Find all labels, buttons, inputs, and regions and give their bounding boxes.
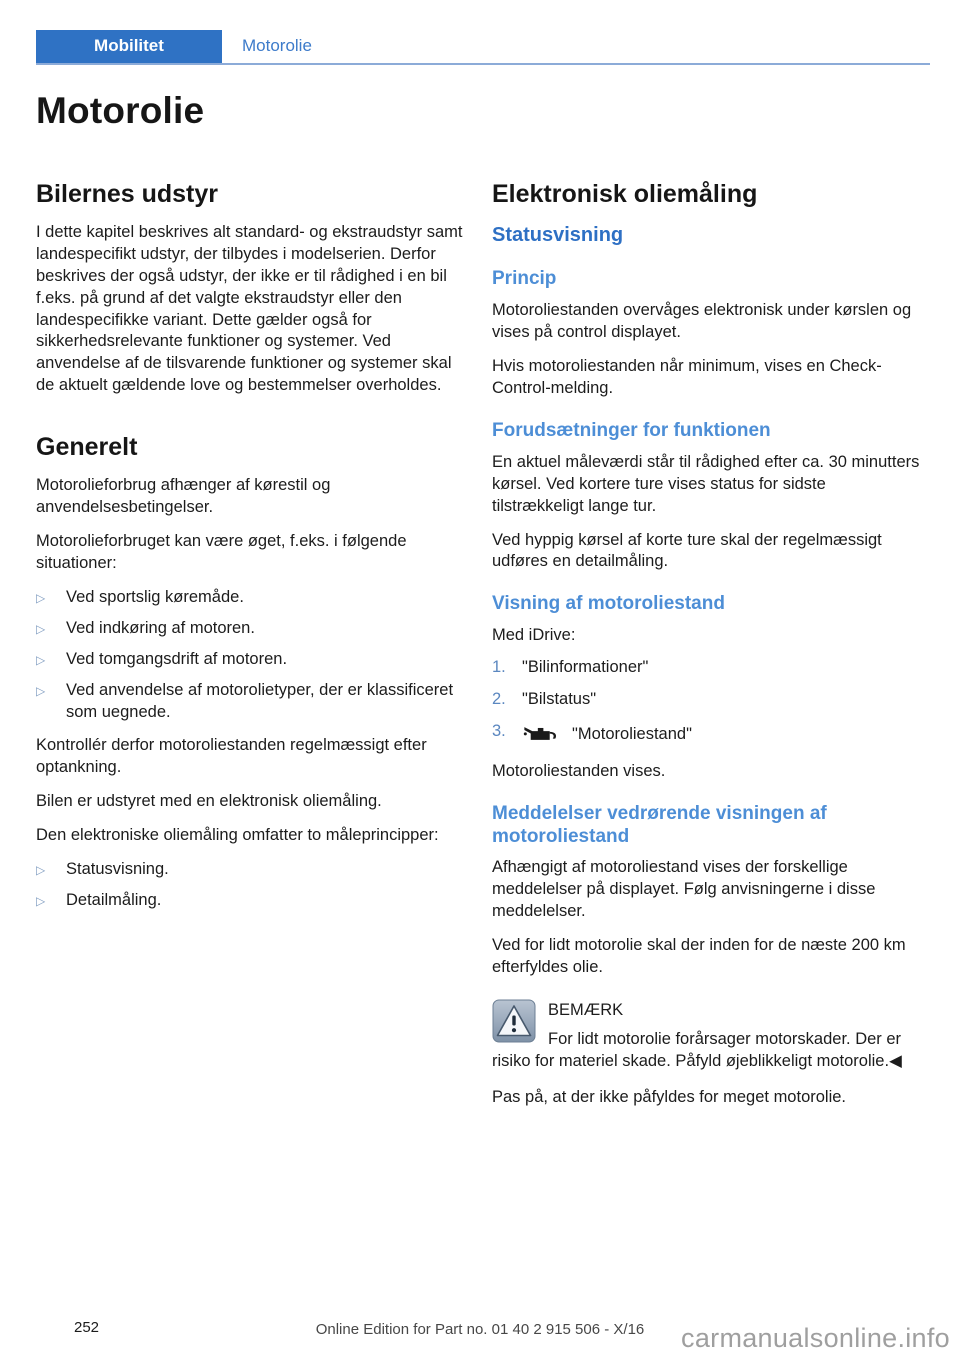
step-text: "Motoroliestand"	[572, 724, 692, 743]
chapter-tab-mobilitet: Mobilitet	[36, 30, 222, 63]
subsection-heading-visning: Visning af motoroliestand	[492, 593, 725, 615]
paragraph: Pas på, at der ikke påfyldes for meget motorolie.	[492, 1087, 847, 1106]
triangle-bullet-icon: ▷	[36, 590, 46, 605]
step-number: 3.	[492, 721, 506, 740]
edition-note: Online Edition for Part no. 01 40 2 915 506 - X/16	[315, 1321, 645, 1338]
caution-note	[492, 997, 922, 1073]
watermark: carmanualsonline.info	[681, 1323, 950, 1353]
triangle-bullet-icon: ▷	[36, 863, 46, 878]
subsection-heading-meddelelser: Meddelelser vedrørende visningen af motoroliestand	[492, 802, 827, 847]
section-heading-generelt: Generelt	[36, 433, 138, 462]
content-columns	[36, 180, 922, 1121]
paragraph: Den elektroniske oliemåling omfatter to måleprincipper:	[36, 826, 439, 845]
paragraph: Motoroliestanden vises.	[492, 761, 666, 780]
subsection-heading-forudsaetninger: Forudsætninger for funktionen	[492, 419, 771, 441]
list-item-text: Ved anvendelse af motorolietyper, der er klassificeret som uegnede.	[66, 680, 454, 721]
step-number: 2.	[492, 690, 506, 709]
triangle-bullet-icon: ▷	[36, 683, 46, 698]
paragraph: Ved hyppig kørsel af korte ture skal der regelmæssigt udføres en detailmåling.	[492, 530, 882, 571]
step-text: "Bilinformationer"	[522, 658, 649, 677]
step-item	[492, 721, 922, 749]
subsection-heading-princip: Princip	[492, 268, 557, 290]
breadcrumb: Motorolie	[242, 36, 312, 55]
paragraph: Ved for lidt motorolie skal der inden for de næste 200 km efterfyldes olie.	[492, 936, 906, 977]
list-item	[36, 859, 466, 881]
triangle-bullet-icon: ▷	[36, 894, 46, 909]
step-number: 1.	[492, 658, 506, 677]
page-header	[36, 30, 930, 65]
paragraph: En aktuel måleværdi står til rådighed efter ca. 30 minutters kørsel. Ved kortere ture vises status for sidste tilstrækkeligt lange tur.	[492, 452, 920, 515]
list-item-text: Ved sportslig køremåde.	[66, 587, 244, 606]
paragraph: Motoroliestanden overvåges elektronisk under kørslen og vises på control displayet.	[492, 301, 912, 342]
triangle-bullet-icon: ▷	[36, 652, 46, 667]
list-item-text: Statusvisning.	[66, 860, 169, 879]
list-item	[36, 890, 466, 912]
right-column	[492, 180, 922, 1121]
paragraph: Motorolieforbrug afhænger af kørestil og anvendelsesbetingelser.	[36, 476, 331, 516]
left-column	[36, 180, 466, 1121]
list-item	[36, 618, 466, 640]
list-item	[36, 680, 466, 724]
paragraph: Afhængigt af motoroliestand vises der forskellige meddelelser på displayet. Følg anvisningerne i disse meddelelser.	[492, 858, 876, 921]
step-text: "Bilstatus"	[522, 690, 597, 709]
list-item	[36, 649, 466, 671]
note-text: For lidt motorolie forårsager motorskader. Der er risiko for materiel skade. Påfyld øjeblikkeligt motorolie.◀	[492, 1030, 902, 1071]
step-item	[492, 689, 922, 711]
warning-icon	[492, 999, 536, 1043]
paragraph: Bilen er udstyret med en elektronisk oliemåling.	[36, 792, 382, 811]
paragraph: Med iDrive:	[492, 626, 576, 645]
paragraph: Motorolieforbruget kan være øget, f.eks. i følgende situationer:	[36, 531, 407, 572]
note-label: BEMÆRK	[548, 1001, 624, 1020]
list-item-text: Ved indkøring af motoren.	[66, 618, 255, 637]
paragraph: I dette kapitel beskrives alt standard- og ekstraudstyr samt landespecifikt udstyr, der tilbydes i modelserien. Derfor beskrives der også udstyr, der ikke er til rådighed i en bil f.eks. på grund af det valgte ekstraudstyr eller den landespecifikke variant. Dette gælder også for sikkerhedsrelevante funktioner og systemer. Ved anvendelse af de tilsvarende funktioner og systemer skal de aktuelt gældende love og bestemmelser overholdes.	[36, 222, 463, 395]
section-heading-elektronisk-oliemaaling: Elektronisk oliemåling	[492, 180, 758, 208]
engine-oil-can-icon	[522, 723, 560, 751]
bullet-list	[36, 587, 466, 724]
idrive-steps	[492, 657, 922, 749]
list-item-text: Detailmåling.	[66, 891, 162, 910]
paragraph: Kontrollér derfor motoroliestanden regelmæssigt efter optankning.	[36, 736, 427, 777]
section-heading-bilernes-udstyr: Bilernes udstyr	[36, 180, 219, 208]
triangle-bullet-icon: ▷	[36, 621, 46, 636]
page-title: Motorolie	[36, 90, 205, 131]
step-item	[492, 657, 922, 679]
list-item-text: Ved tomgangsdrift af motoren.	[66, 649, 288, 668]
subsection-heading-statusvisning: Statusvisning	[492, 223, 624, 246]
list-item	[36, 587, 466, 609]
page-number: 252	[74, 1319, 100, 1336]
bullet-list	[36, 859, 466, 912]
paragraph: Hvis motoroliestanden når minimum, vises en Check-Control-melding.	[492, 357, 882, 397]
